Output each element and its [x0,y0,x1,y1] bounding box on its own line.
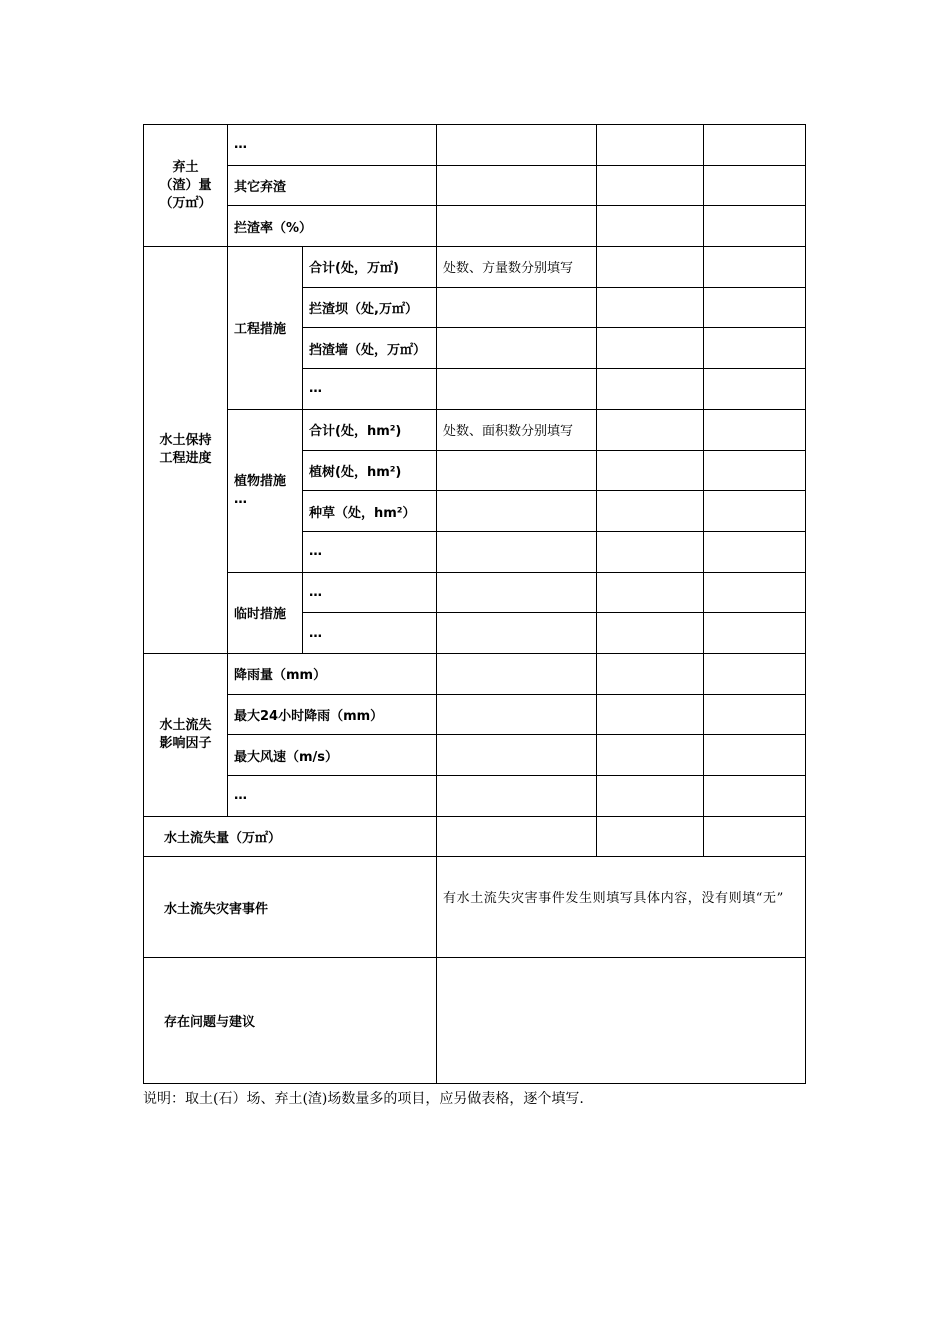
value-cell[interactable] [704,409,806,450]
row-label: 拦渣坝（处,万㎡） [303,287,437,328]
row-label: … [228,776,437,817]
value-cell[interactable] [597,572,704,613]
value-cell[interactable] [437,125,597,166]
value-cell[interactable] [437,206,597,247]
value-cell[interactable] [437,613,597,654]
value-cell[interactable] [437,165,597,206]
row-label: … [303,572,437,613]
value-cell[interactable] [437,287,597,328]
fill-instruction: 处数、方量数分别填写 [437,247,597,288]
disaster-label: 水土流失灾害事件 [144,857,437,958]
value-cell[interactable] [437,816,597,857]
monitoring-form-table [143,124,806,1084]
value-cell[interactable] [597,247,704,288]
value-cell[interactable] [437,735,597,776]
value-cell[interactable] [597,287,704,328]
temporary-measures-label: 临时措施 [228,572,303,653]
value-cell[interactable] [704,369,806,410]
value-cell[interactable] [597,125,704,166]
row-label: … [303,613,437,654]
row-label: 种草（处，hm²） [303,491,437,532]
value-cell[interactable] [437,694,597,735]
value-cell[interactable] [597,328,704,369]
row-label: 拦渣率（%） [228,206,437,247]
value-cell[interactable] [704,247,806,288]
value-cell[interactable] [437,328,597,369]
value-cell[interactable] [704,613,806,654]
value-cell[interactable] [597,735,704,776]
issues-label: 存在问题与建议 [144,958,437,1084]
waste-soil-group-label: 弃土 （渣）量 （万㎡） [144,125,228,247]
row-label: … [303,369,437,410]
value-cell[interactable] [597,613,704,654]
footer-note: 说明：取土(石）场、弃土(渣)场数量多的项目，应另做表格，逐个填写. [143,1091,584,1107]
value-cell[interactable] [597,165,704,206]
value-cell[interactable] [704,572,806,613]
value-cell[interactable] [437,450,597,491]
row-label: 植树(处，hm²) [303,450,437,491]
disaster-fill-instruction[interactable]: 有水土流失灾害事件发生则填写具体内容，没有则填“无” [437,857,806,958]
row-label: 合计(处，万㎡) [303,247,437,288]
value-cell[interactable] [437,572,597,613]
value-cell[interactable] [704,531,806,572]
value-cell[interactable] [704,491,806,532]
value-cell[interactable] [704,776,806,817]
plant-measures-label: 植物措施 … [228,409,303,572]
value-cell[interactable] [437,653,597,694]
value-cell[interactable] [704,694,806,735]
row-label: 其它弃渣 [228,165,437,206]
value-cell[interactable] [704,653,806,694]
value-cell[interactable] [437,369,597,410]
factors-group-label: 水土流失 影响因子 [144,653,228,816]
value-cell[interactable] [597,206,704,247]
value-cell[interactable] [437,491,597,532]
value-cell[interactable] [704,450,806,491]
value-cell[interactable] [597,491,704,532]
value-cell[interactable] [597,531,704,572]
row-label: 降雨量（mm） [228,653,437,694]
progress-group-label: 水土保持 工程进度 [144,247,228,654]
row-label: … [228,125,437,166]
loss-amount-label: 水土流失量（万㎡） [144,816,437,857]
row-label: 最大24小时降雨（mm） [228,694,437,735]
value-cell[interactable] [597,816,704,857]
value-cell[interactable] [597,776,704,817]
value-cell[interactable] [597,409,704,450]
engineering-measures-label: 工程措施 [228,247,303,410]
value-cell[interactable] [704,328,806,369]
value-cell[interactable] [704,206,806,247]
value-cell[interactable] [437,531,597,572]
value-cell[interactable] [704,287,806,328]
row-label: … [303,531,437,572]
value-cell[interactable] [704,735,806,776]
issues-value-cell[interactable] [437,958,806,1084]
row-label: 合计(处，hm²) [303,409,437,450]
value-cell[interactable] [704,816,806,857]
value-cell[interactable] [597,450,704,491]
row-label: 挡渣墙（处，万㎡） [303,328,437,369]
value-cell[interactable] [597,369,704,410]
value-cell[interactable] [704,125,806,166]
value-cell[interactable] [704,165,806,206]
fill-instruction: 处数、面积数分别填写 [437,409,597,450]
value-cell[interactable] [437,776,597,817]
value-cell[interactable] [597,653,704,694]
value-cell[interactable] [597,694,704,735]
row-label: 最大风速（m/s） [228,735,437,776]
